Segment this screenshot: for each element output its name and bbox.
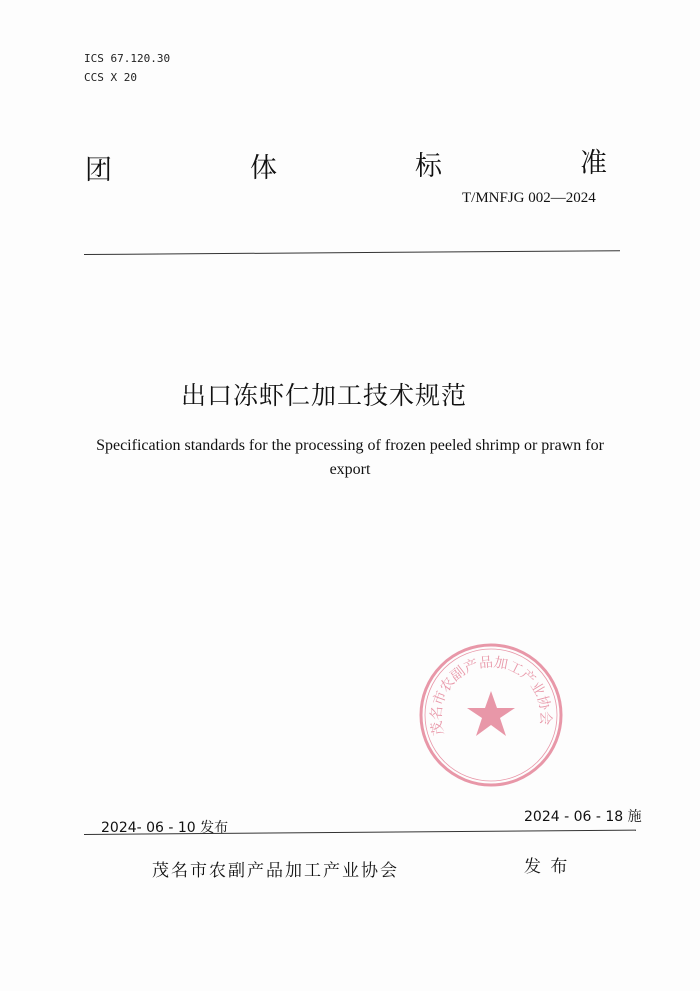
release-date: 2024- 06 - 10 发布 [101, 820, 229, 836]
implementation-date: 2024 - 06 - 18 施 [524, 809, 642, 825]
standard-code: T/MNFJG 002—2024 [462, 190, 596, 206]
ics-code: ICS 67.120.30 [84, 52, 171, 65]
category-char-4: 准 [580, 148, 607, 179]
category-char-3: 标 [415, 151, 442, 182]
title-en-line-1: Specification standards for the processing of frozen peeled shrimp or prawn for [96, 437, 604, 454]
publish-label: 发 布 [524, 857, 570, 877]
publisher-name: 茂名市农副产品加工产业协会 [152, 861, 399, 881]
document-title-en [60, 434, 640, 482]
title-en-line-2: export [329, 461, 371, 478]
document-title-zh: 出口冻虾仁加工技术规范 [181, 381, 468, 410]
seal-arc-textpath: 茂名市农副产品加工产业协会 [428, 654, 554, 737]
star-icon [467, 691, 515, 736]
header-rule [84, 250, 620, 255]
category-char-2: 体 [250, 153, 277, 184]
association-seal [418, 642, 564, 788]
ccs-code: CCS X 20 [84, 71, 137, 84]
category-char-1: 团 [85, 155, 112, 186]
